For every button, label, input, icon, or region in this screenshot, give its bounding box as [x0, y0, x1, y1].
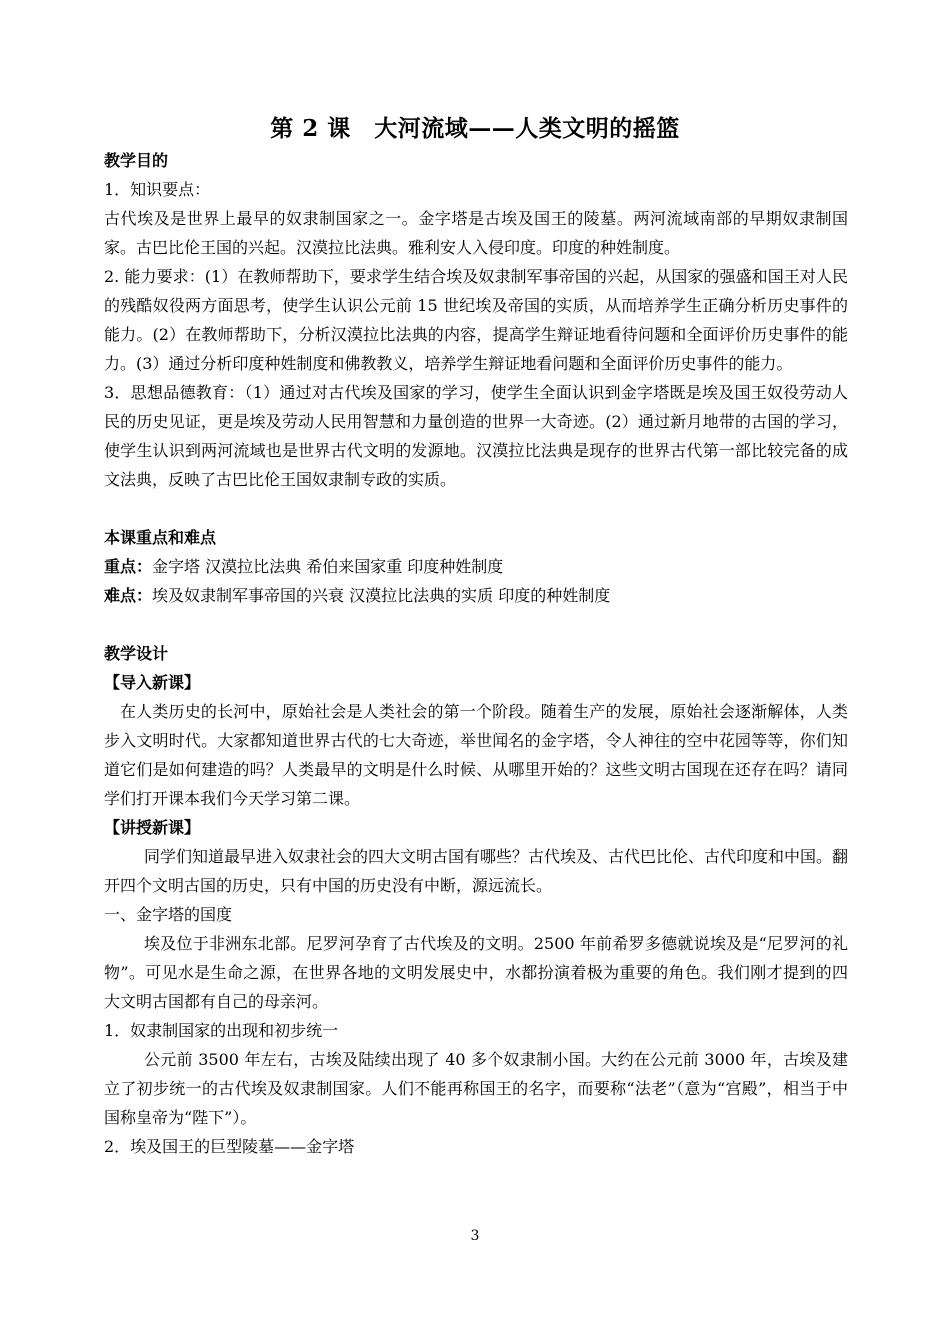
- difficulty-label: 难点：: [104, 586, 153, 605]
- intro-text: 在人类历史的长河中，原始社会是人类社会的第一个阶段。随着生产的发展，原始社会逐渐解体，人类步入文明时代。大家都知道世界古代的七大奇迹，举世闻名的金字塔，令人神往的空中花园等等，你们知道它们是如何建造的吗？人类最早的文明是什么时候、从哪里开始的？这些文明古国现在还存在吗？请同学们打开课本我们今天学习第二课。: [104, 702, 848, 808]
- ability-text: 2. 能力要求：(1）在教师帮助下，要求学生结合埃及奴隶制军事帝国的兴起，从国家的强盛和国王对人民的残酷奴役两方面思考，使学生认识公元前 15 世纪埃及帝国的实质，从而培养学生正确分析历史事件的能力。(2）在教师帮助下，分析汉漠拉比法典的内容，提高学生辩证地看待问题和全面评价历史事件的能力。(3）通过分析印度种姓制度和佛教教义，培养学生辩证地看问题和全面评价历史事件的能力。: [104, 267, 848, 373]
- teach-text: 同学们知道最早进入奴隶社会的四大文明古国有哪些？古代埃及、古代巴比伦、古代印度和中国。翻开四个文明古国的历史，只有中国的历史没有中断，源远流长。: [104, 847, 849, 895]
- section1-text: 埃及位于非洲东北部。尼罗河孕育了古代埃及的文明。2500 年前希罗多德就说埃及是“尼罗河的礼物”。可见水是生命之源，在世界各地的文明发展史中，水都扮演着极为重要的角色。我们刚才提到的四大文明古国都有自己的母亲河。: [104, 934, 848, 1011]
- sub2-title: 2．埃及国王的巨型陵墓——金字塔: [104, 1137, 355, 1156]
- moral-text: 3．思想品德教育：（1）通过对古代埃及国家的学习，使学生全面认识到金字塔既是埃及国王奴役劳动人民的历史见证，更是埃及劳动人民用智慧和力量创造的世界一大奇迹。(2）通过新月地带的古国的学习，使学生认识到两河流域也是世界古代文明的发源地。汉漠拉比法典是现存的世界古代第一部比较完备的成文法典，反映了古巴比伦王国奴隶制专政的实质。: [104, 383, 848, 489]
- spacer: [104, 494, 848, 523]
- intro-heading: 【导入新课】: [104, 673, 201, 692]
- keypoints-heading: 本课重点和难点: [104, 528, 217, 547]
- sub1-title: 1．奴隶制国家的出现和初步统一: [104, 1021, 339, 1040]
- knowledge-text: 古代埃及是世界上最早的奴隶制国家之一。金字塔是古埃及国王的陵墓。两河流域南部的早期奴隶制国家。古巴比伦王国的兴起。汉漠拉比法典。雅利安人入侵印度。印度的种姓制度。: [104, 209, 848, 257]
- lesson-title: 第 2 课 大河流域——人类文明的摇篮: [270, 115, 680, 142]
- document-body: [104, 146, 848, 1161]
- focus-label: 重点：: [104, 557, 153, 576]
- page-number: 3: [470, 1228, 480, 1244]
- design-heading: 教学设计: [104, 644, 169, 663]
- section1-title: 一、金字塔的国度: [104, 905, 233, 924]
- focus-text: 金字塔 汉漠拉比法典 希伯来国家重 印度种姓制度: [152, 557, 504, 576]
- objectives-heading: 教学目的: [104, 151, 169, 170]
- difficulty-text: 埃及奴隶制军事帝国的兴衰 汉漠拉比法典的实质 印度的种姓制度: [152, 586, 611, 605]
- difficulty-line: [104, 581, 848, 610]
- sub1-text: 公元前 3500 年左右，古埃及陆续出现了 40 多个奴隶制小国。大约在公元前 3000 年，古埃及建立了初步统一的古代埃及奴隶制国家。人们不能再称国王的名字，而要称“法老”（意为“宫殿”，相当于中国称皇帝为“陛下”）。: [104, 1050, 848, 1127]
- teach-heading: 【讲授新课】: [104, 818, 201, 837]
- focus-line: [104, 552, 848, 581]
- spacer: [104, 610, 848, 639]
- knowledge-label: 1．知识要点：: [104, 180, 211, 199]
